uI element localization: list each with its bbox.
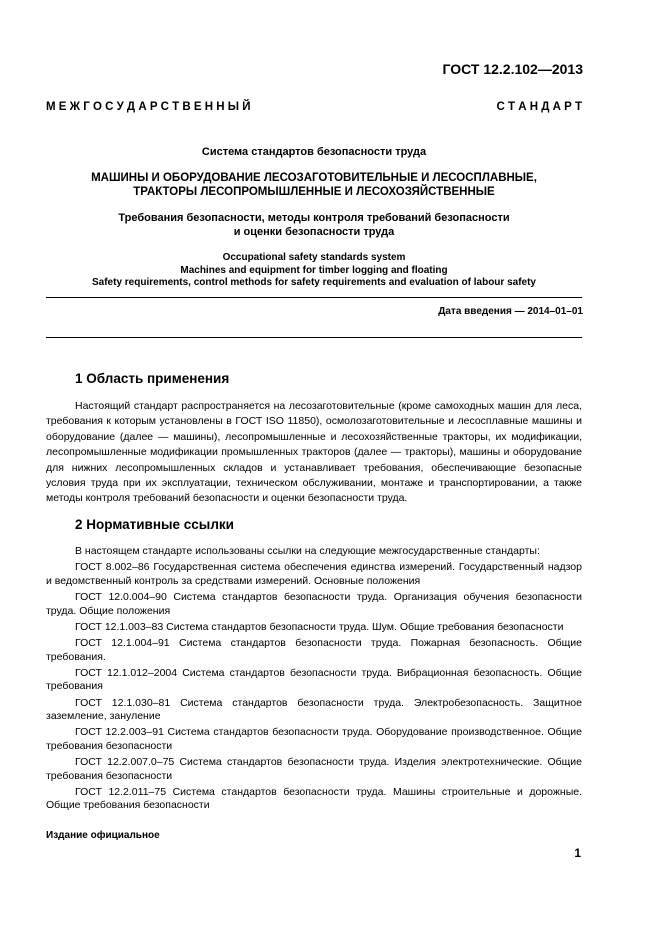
english-title	[46, 252, 582, 290]
reference-item: ГОСТ 12.0.004–90 Система стандартов безопасности труда. Организация обучения безопасности труда. Общие положения	[46, 590, 582, 617]
section-1-body	[46, 399, 582, 507]
reference-item: ГОСТ 12.1.030–81 Система стандартов безопасности труда. Электробезопасность. Защитное заземление, зануление	[46, 696, 582, 723]
main-title	[46, 171, 582, 199]
main-title-line: ТРАКТОРЫ ЛЕСОПРОМЫШЛЕННЫЕ И ЛЕСОХОЗЯЙСТВЕННЫЕ	[133, 186, 495, 198]
reference-item: ГОСТ 12.2.003–91 Система стандартов безопасности труда. Оборудование производственное. Общие требования безопасности	[46, 726, 582, 752]
introduction-date: Дата введения — 2014–01–01	[438, 306, 583, 317]
reference-item: ГОСТ 8.002–86 Государственная система обеспечения единства измерений. Государственный надзор и ведомственный контроль за средствами измерений. Основные положения	[46, 561, 582, 587]
document-number: ГОСТ 12.2.102—2013	[442, 61, 583, 77]
english-title-line: Occupational safety standards system	[222, 252, 406, 263]
standard-type-heading	[46, 101, 582, 117]
divider	[46, 297, 582, 298]
sub-title-line: и оценки безопасности труда	[233, 226, 395, 238]
normative-references-list	[46, 545, 582, 813]
standard-word-standard: С Т А Н Д А Р Т	[496, 101, 582, 113]
reference-item: ГОСТ 12.2.011–75 Система стандартов безопасности труда. Машины строительные и дорожные. Общие требования безопасности	[46, 785, 582, 812]
reference-item: ГОСТ 12.1.004–91 Система стандартов безопасности труда. Пожарная безопасность. Общие требования.	[46, 636, 582, 663]
standard-word-interstate: М Е Ж Г О С У Д А Р С Т В Е Н Н Ы Й	[46, 101, 251, 113]
sub-title-line: Требования безопасности, методы контроля требований безопасности	[118, 212, 510, 224]
references-intro: В настоящем стандарте использованы ссылки на следующие межгосударственные стандарты:	[75, 545, 540, 557]
reference-item: ГОСТ 12.2.007.0–75 Система стандартов безопасности труда. Изделия электротехнические. Общие требования безопасности	[46, 756, 582, 782]
sub-title	[46, 211, 582, 239]
section-1-heading: 1 Область применения	[75, 371, 230, 386]
english-title-line: Safety requirements, control methods for safety requirements and evaluation of labour safety	[92, 277, 536, 289]
section-2-heading: 2 Нормативные ссылки	[75, 517, 234, 532]
system-title: Система стандартов безопасности труда	[201, 146, 427, 158]
reference-item: ГОСТ 12.1.003–83 Система стандартов безопасности труда. Шум. Общие требования безопасности	[75, 620, 564, 633]
english-title-line: Machines and equipment for timber logging and floating	[180, 264, 448, 276]
page-number: 1	[574, 846, 581, 860]
official-edition-label: Издание официальное	[46, 830, 160, 841]
reference-item: ГОСТ 12.1.012–2004 Система стандартов безопасности труда. Вибрационная безопасность. Общие требования	[46, 666, 582, 693]
divider	[46, 337, 582, 338]
main-title-line: МАШИНЫ И ОБОРУДОВАНИЕ ЛЕСОЗАГОТОВИТЕЛЬНЫЕ И ЛЕСОСПЛАВНЫЕ,	[91, 172, 537, 184]
paragraph: Настоящий стандарт распространяется на лесозаготовительные (кроме самоходных машин для леса, требования к которым установлены в ГОСТ ISO 11850), осмолозаготовительные и лесосплавные машины и оборудование (далее — машины), лесопромышленные и лесохозяйственные тракторы, их модификации, лесопромышленные модификации промышленных тракторов (далее — тракторы), машины и оборудование для нижних лесопромышленных складов и устанавливает требования, обеспечивающие безопасные условия труда при их эксплуатации, техническом обслуживании, монтаже и транспортировании, а также методы контроля требований безопасности и оценки безопасности труда.	[46, 400, 582, 505]
